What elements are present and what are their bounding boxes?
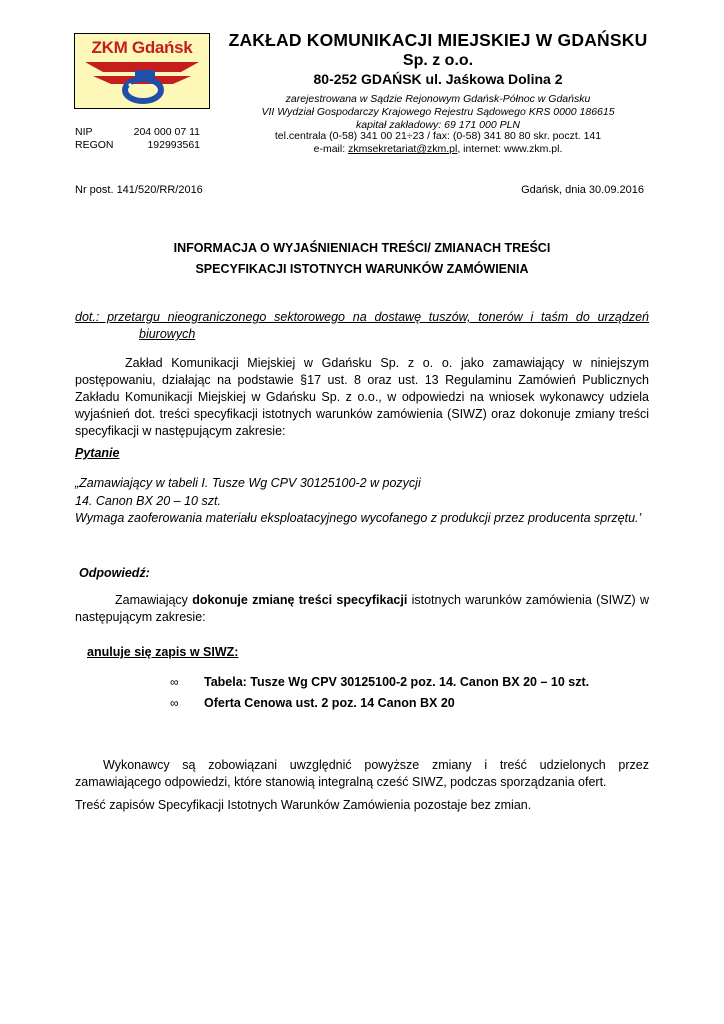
subject-line (75, 309, 649, 343)
closing-paragraph (75, 757, 649, 791)
regon-row (75, 139, 200, 151)
answer-pre: Zamawiający (115, 593, 193, 607)
logo-emblem-icon (83, 56, 201, 104)
infinity-bullet-icon: ∞ (170, 696, 179, 710)
company-form: Sp. z o.o. (402, 52, 474, 69)
regon-label: REGON (75, 139, 114, 151)
bullet-item-1 (170, 675, 589, 689)
phone-line: tel.centrala (0-58) 341 00 21÷23 / fax: (0-58) 341 80 80 skr. poczt. 141 (274, 130, 602, 142)
internet-text: , internet: www.zkm.pl. (457, 143, 563, 155)
capital-line: kapitał zakładowy: 69 171 000 PLN (355, 119, 521, 131)
email-link[interactable]: zkmsekretariat@zkm.pl (348, 143, 458, 155)
contact-line (210, 143, 666, 155)
reference-number: Nr post. 141/520/RR/2016 (75, 184, 203, 196)
answer-bold: dokonuje zmianę treści specyfikacji (192, 593, 408, 607)
regon-value: 192993561 (147, 139, 200, 151)
subject-text-2: biurowych (139, 327, 196, 341)
question-line-1: „Zamawiający w tabeli I. Tusze Wg CPV 30125100-2 w pozycji (75, 476, 421, 490)
bullet-item-2 (170, 696, 455, 710)
subject-text-1: przetargu nieograniczonego sektorowego na dostawę tuszów, tonerów i taśm do urządzeń (99, 310, 649, 324)
question-line-3: Wymaga zaoferowania materiału eksploatacyjnego wycofanego z produkcji przez producenta sprzętu.’ (75, 511, 642, 525)
bullet-text-1: Tabela: Tusze Wg CPV 30125100-2 poz. 14. Canon BX 20 – 10 szt. (204, 675, 590, 689)
answer-post: istotnych warunków zamówienia (SIWZ) w następującym zakresie: (75, 593, 649, 624)
company-address: 80-252 GDAŃSK ul. Jaśkowa Dolina 2 (313, 71, 563, 87)
closing-text-1: Wykonawcy są zobowiązani uwzględnić powyższe zmiany i treść udzielonych przez zamawiającego odpowiedzi, które stanowią integralną cześć SIWZ, podczas sporządzania ofert. (75, 758, 649, 789)
title-line-1: INFORMACJA O WYJAŚNIENIACH TREŚCI/ ZMIANACH TREŚCI (173, 241, 551, 255)
registry-line-2: VII Wydział Gospodarczy Krajowego Rejestru Sądowego KRS 0000 186615 (261, 106, 615, 118)
nip-value: 204 000 07 11 (133, 126, 200, 138)
company-logo (74, 33, 210, 109)
document-date: Gdańsk, dnia 30.09.2016 (521, 184, 644, 196)
email-label: e-mail: (313, 143, 346, 155)
answer-heading: Odpowiedź: (79, 566, 150, 580)
title-line-2: SPECYFIKACJI ISTOTNYCH WARUNKÓW ZAMÓWIENIA (195, 262, 529, 276)
infinity-bullet-icon: ∞ (170, 675, 179, 689)
main-paragraph-text: Zakład Komunikacji Miejskiej w Gdańsku Sp. z o. o. jako zamawiający w niniejszym postępowaniu, działając na podstawie §17 ust. 8 oraz ust. 13 Regulaminu Zamówień Publicznych Zakładu Komunikacji Miejskiej w Gdańsku Sp. z o.o., w odpowiedzi na wniosek wykonawcy udziela wyjaśnień dot. treści specyfikacji istotnych warunków zamówienia (SIWZ) oraz dokonuje zmiany treści specyfikacji w następującym zakresie: (75, 356, 649, 438)
answer-paragraph (75, 592, 649, 626)
logo-text: ZKM Gdańsk (91, 38, 193, 57)
main-paragraph (75, 355, 649, 440)
registry-line-1: zarejestrowana w Sądzie Rejonowym Gdańsk-Północ w Gdańsku (285, 93, 591, 105)
question-heading: Pytanie (75, 446, 120, 460)
nip-label: NIP (75, 126, 93, 138)
final-statement: Treść zapisów Specyfikacji Istotnych Warunków Zamówienia pozostaje bez zmian. (75, 798, 532, 812)
question-line-2: 14. Canon BX 20 – 10 szt. (75, 494, 221, 508)
company-name: ZAKŁAD KOMUNIKACJI MIEJSKIEJ W GDAŃSKU (228, 30, 648, 50)
subject-label: dot.: (75, 310, 100, 324)
document-title (75, 238, 649, 280)
annul-heading: anuluje się zapis w SIWZ: (87, 645, 239, 659)
nip-row (75, 126, 200, 138)
bullet-text-2: Oferta Cenowa ust. 2 poz. 14 Canon BX 20 (204, 696, 455, 710)
